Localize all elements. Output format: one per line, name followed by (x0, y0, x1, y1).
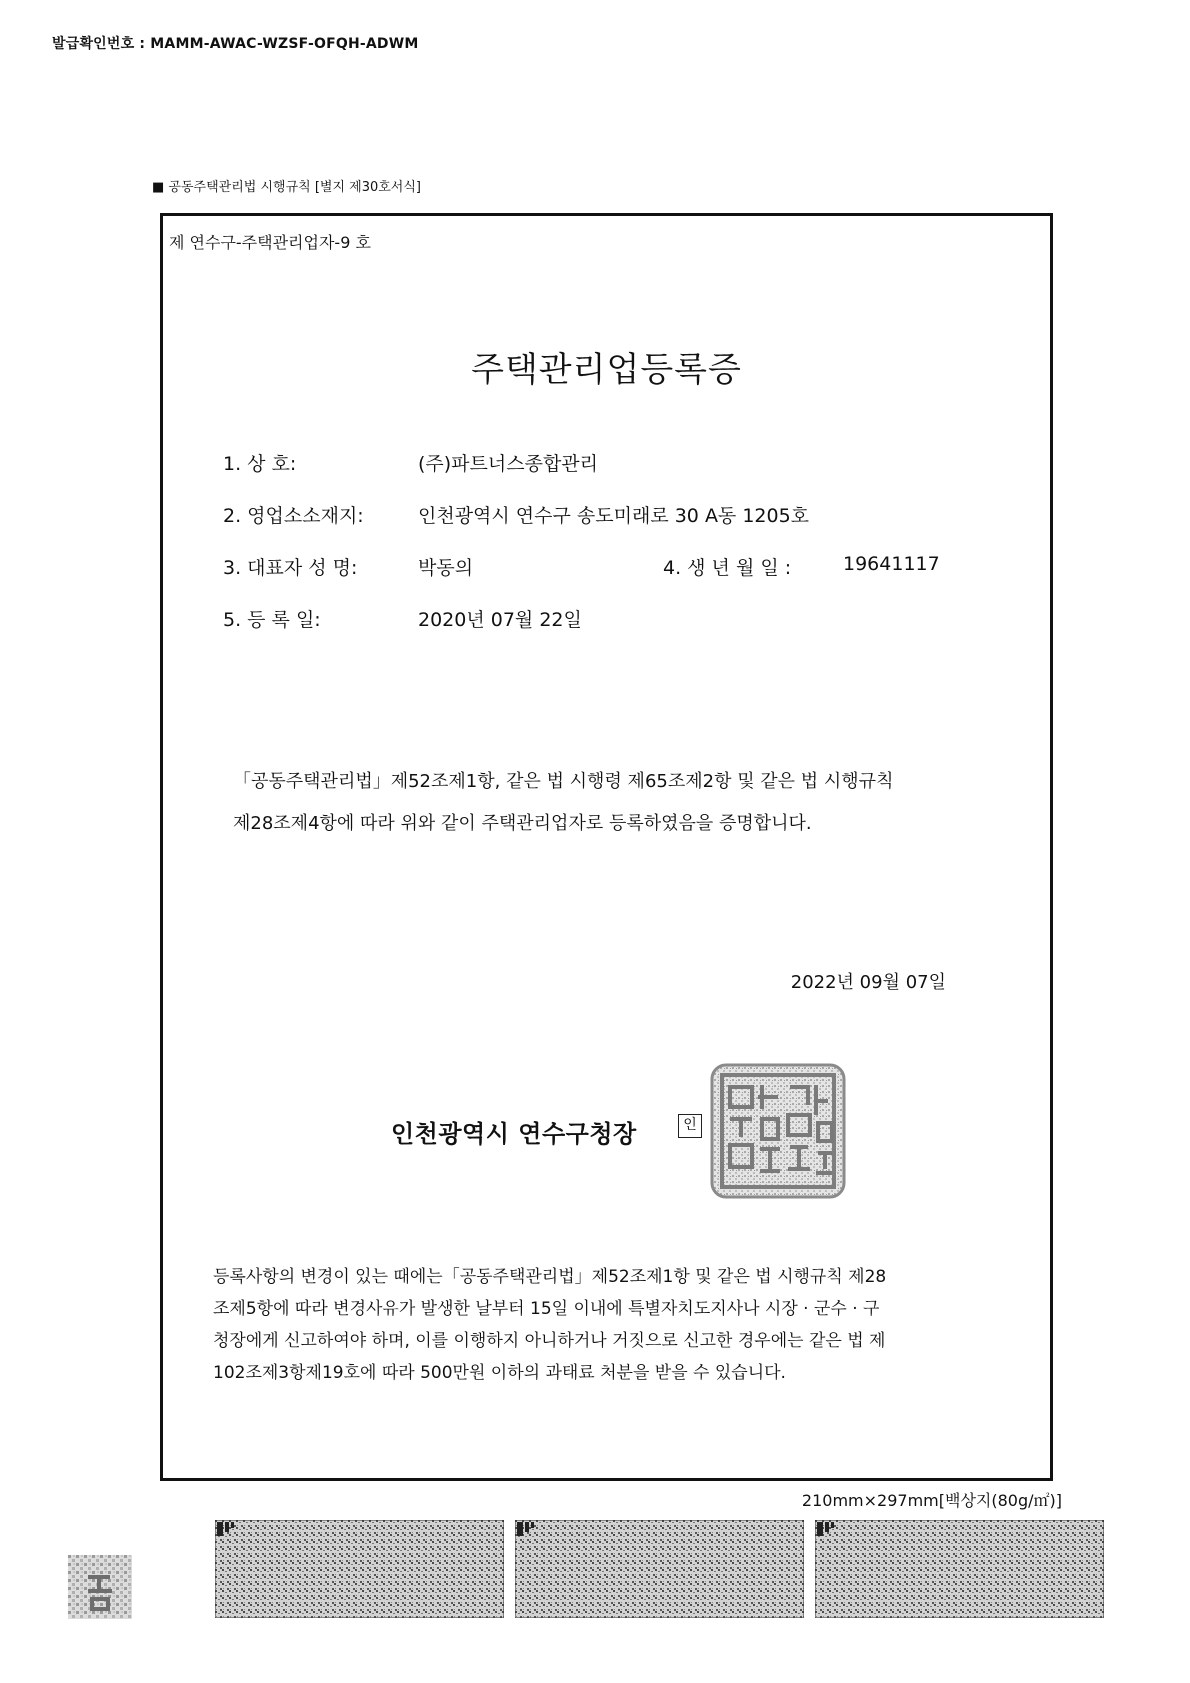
certificate-frame (160, 213, 1053, 1481)
registration-number: 제 연수구-주택관리업자-9 호 (169, 233, 371, 252)
registration-date-label: 5. 등 록 일: (223, 609, 321, 631)
issue-confirmation-number: 발급확인번호 : MAMM-AWAC-WZSF-OFQH-ADWM (52, 36, 419, 52)
notice-line: 102조제3항제19호에 따라 500만원 이하의 과태료 처분을 받을 수 있습니다. (213, 1363, 786, 1383)
address-value: 인천광역시 연수구 송도미래로 30 A동 1205호 (418, 505, 810, 527)
registration-date-value: 2020년 07월 22일 (418, 609, 582, 631)
certificate-title: 주택관리업등록증 (471, 350, 742, 390)
official-seal-icon (708, 1061, 848, 1201)
certification-statement (233, 761, 993, 845)
security-barcode-icon (515, 1520, 804, 1618)
form-reference: ■ 공동주택관리법 시행규칙 [별지 제30호서식] (152, 180, 421, 195)
statement-line: 제28조제4항에 따라 위와 같이 주택관리업자로 등록하였음을 증명합니다. (233, 813, 812, 834)
seal-mark-box: 인 (678, 1114, 702, 1138)
notice-line: 청장에게 신고하여야 하며, 이를 이행하지 아니하거나 거짓으로 신고한 경우에는 같은 법 제 (213, 1331, 886, 1351)
birth-value: 19641117 (843, 553, 940, 575)
statement-line: 「공동주택관리법」제52조제1항, 같은 법 시행령 제65조제2항 및 같은 법 시행규칙 (233, 771, 894, 792)
birth-label: 4. 생 년 월 일 : (663, 557, 792, 579)
representative-value: 박동의 (418, 557, 474, 579)
notice-line: 조제5항에 따라 변경사유가 발생한 날부터 15일 이내에 특별자치도지사나 시장 · 군수 · 구 (213, 1299, 880, 1319)
paper-size-note: 210mm×297mm[백상지(80g/㎡)] (801, 1491, 1062, 1510)
document-qr-icon (68, 1555, 132, 1619)
company-value: (주)파트너스종합관리 (418, 453, 599, 475)
security-barcode-icon (815, 1520, 1104, 1618)
security-barcode-icon (215, 1520, 504, 1618)
company-label: 1. 상 호: (223, 453, 297, 475)
notice-line: 등록사항의 변경이 있는 때에는「공동주택관리법」제52조제1항 및 같은 법 시행규칙 제28 (213, 1267, 887, 1287)
issue-date: 2022년 09월 07일 (790, 972, 946, 993)
representative-label: 3. 대표자 성 명: (223, 557, 358, 579)
change-notice (213, 1261, 1013, 1389)
address-label: 2. 영업소소재지: (223, 505, 364, 527)
issuer-name: 인천광역시 연수구청장 (391, 1120, 637, 1148)
